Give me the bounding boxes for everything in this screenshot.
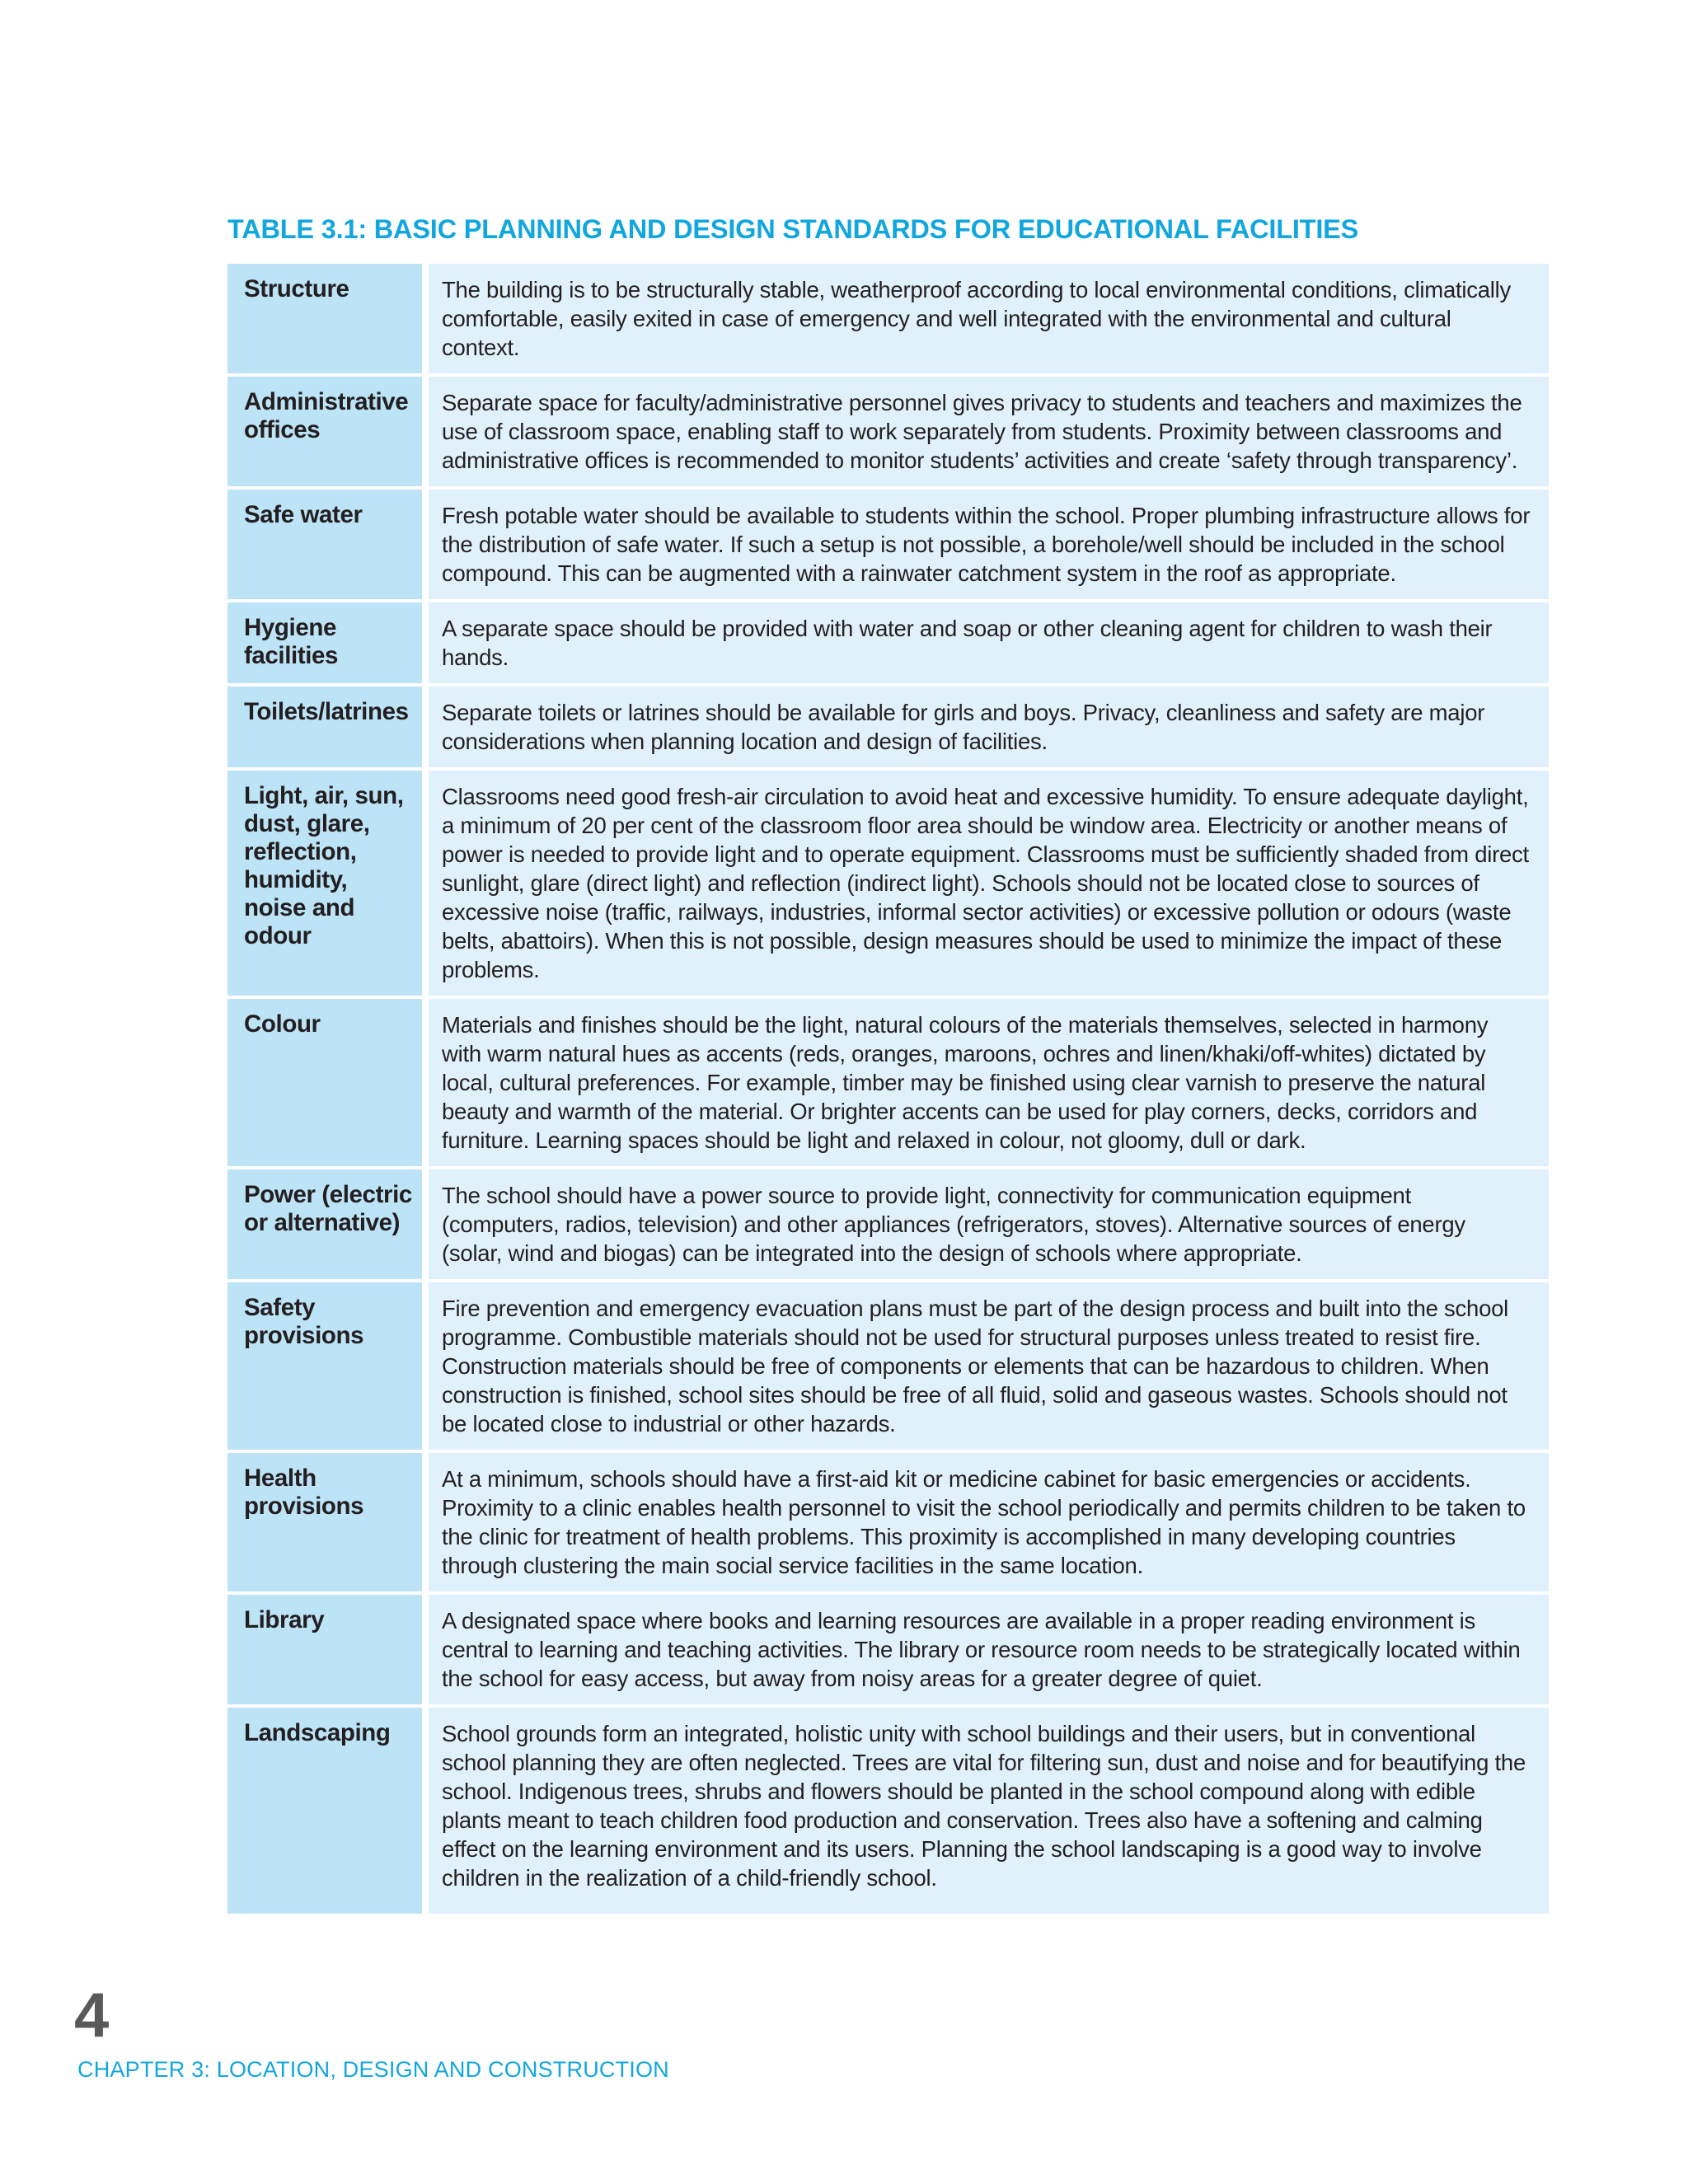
row-label: Administrative offices: [227, 377, 422, 486]
row-label: Landscaping: [227, 1708, 422, 1914]
row-label: Colour: [227, 999, 422, 1166]
table-row-safety-provisions: [227, 1282, 1549, 1450]
row-description: Separate space for faculty/administrative personnel gives privacy to students and teachers and maximizes the use of classroom space, enabling staff to work separately from students. Proximity between classrooms and administrative offices is recommended to monitor students’ activities and create ‘safety through transparency’.: [429, 377, 1549, 486]
row-description: The building is to be structurally stable, weatherproof according to local environmental conditions, climatically comfortable, easily exited in case of emergency and well integrated with the environmental and cultural context.: [429, 264, 1549, 373]
row-description: The school should have a power source to provide light, connectivity for communication equipment (computers, radios, television) and other appliances (refrigerators, stoves). Alternative sources of energy (solar, wind and biogas) can be integrated into the design of schools where appropriate.: [429, 1169, 1549, 1279]
row-description: At a minimum, schools should have a first-aid kit or medicine cabinet for basic emergencies or accidents. Proximity to a clinic enables health personnel to visit the school periodically and permits children to be taken to the clinic for treatment of health problems. This proximity is accomplished in many developing countries through clustering the main social service facilities in the same location.: [429, 1453, 1549, 1591]
row-description: Fire prevention and emergency evacuation plans must be part of the design process and built into the school programme. Combustible materials should not be used for structural purposes unless treated to resist fire. Construction materials should be free of components or elements that can be hazardous to children. When construction is finished, school sites should be free of all fluid, solid and gaseous wastes. Schools should not be located close to industrial or other hazards.: [429, 1282, 1549, 1450]
row-description: Materials and finishes should be the light, natural colours of the materials themselves, selected in harmony with warm natural hues as accents (reds, oranges, maroons, ochres and linen/khaki/off-whites) dictated by local, cultural preferences. For example, timber may be finished using clear varnish to preserve the natural beauty and warmth of the material. Or brighter accents can be used for play corners, decks, corridors and furniture. Learning spaces should be light and relaxed in colour, not gloomy, dull or dark.: [429, 999, 1549, 1166]
table-row-safe-water: [227, 490, 1549, 599]
row-label: Structure: [227, 264, 422, 373]
row-description: Separate toilets or latrines should be available for girls and boys. Privacy, cleanliness and safety are major considerations when planning location and design of facilities.: [429, 687, 1549, 767]
row-label: Safe water: [227, 490, 422, 599]
table-title: TABLE 3.1: BASIC PLANNING AND DESIGN STANDARDS FOR EDUCATIONAL FACILITIES: [227, 214, 1359, 244]
table-row-landscaping: [227, 1708, 1549, 1914]
row-label: Light, air, sun, dust, glare, reflection, humidity, noise and odour: [227, 771, 422, 996]
table-row-structure: [227, 264, 1549, 373]
row-label: Safety provisions: [227, 1282, 422, 1450]
row-description: Classrooms need good fresh-air circulation to avoid heat and excessive humidity. To ensure adequate daylight, a minimum of 20 per cent of the classroom floor area should be window area. Electricity or another means of power is needed to provide light and to operate equipment. Classrooms must be sufficiently shaded from direct sunlight, glare (direct light) and reflection (indirect light). Schools should not be located close to sources of excessive noise (traffic, railways, industries, informal sector activities) or excessive pollution or odours (waste belts, abattoirs). When this is not possible, design measures should be used to minimize the impact of these problems.: [429, 771, 1549, 996]
table-row-health-provisions: [227, 1453, 1549, 1591]
table-row-hygiene-facilities: [227, 602, 1549, 683]
row-label: Toilets/latrines: [227, 687, 422, 767]
standards-table: [227, 264, 1549, 1914]
row-label: Library: [227, 1595, 422, 1704]
row-description: School grounds form an integrated, holistic unity with school buildings and their users, but in conventional school planning they are often neglected. Trees are vital for filtering sun, dust and noise and for beautifying the school. Indigenous trees, shrubs and flowers should be planted in the school compound along with edible plants meant to teach children food production and conservation. Trees also have a softening and calming effect on the learning environment and its users. Planning the school landscaping is a good way to involve children in the realization of a child-friendly school.: [429, 1708, 1549, 1914]
page-number: 4: [74, 1980, 110, 2050]
table-row-light-air-sun: [227, 771, 1549, 996]
row-description: A designated space where books and learning resources are available in a proper reading environment is central to learning and teaching activities. The library or resource room needs to be strategically located within the school for easy access, but away from noisy areas for a greater degree of quiet.: [429, 1595, 1549, 1704]
table-row-library: [227, 1595, 1549, 1704]
row-label: Power (electric or alternative): [227, 1169, 422, 1279]
table-row-power: [227, 1169, 1549, 1279]
row-description: Fresh potable water should be available to students within the school. Proper plumbing infrastructure allows for the distribution of safe water. If such a setup is not possible, a borehole/well should be included in the school compound. This can be augmented with a rainwater catchment system in the roof as appropriate.: [429, 490, 1549, 599]
table-row-administrative-offices: [227, 377, 1549, 486]
row-description: A separate space should be provided with water and soap or other cleaning agent for children to wash their hands.: [429, 602, 1549, 683]
table-row-colour: [227, 999, 1549, 1166]
chapter-footer-label: CHAPTER 3: LOCATION, DESIGN AND CONSTRUCTION: [77, 2057, 669, 2082]
row-label: Health provisions: [227, 1453, 422, 1591]
row-label: Hygiene facilities: [227, 602, 422, 683]
table-row-toilets-latrines: [227, 687, 1549, 767]
